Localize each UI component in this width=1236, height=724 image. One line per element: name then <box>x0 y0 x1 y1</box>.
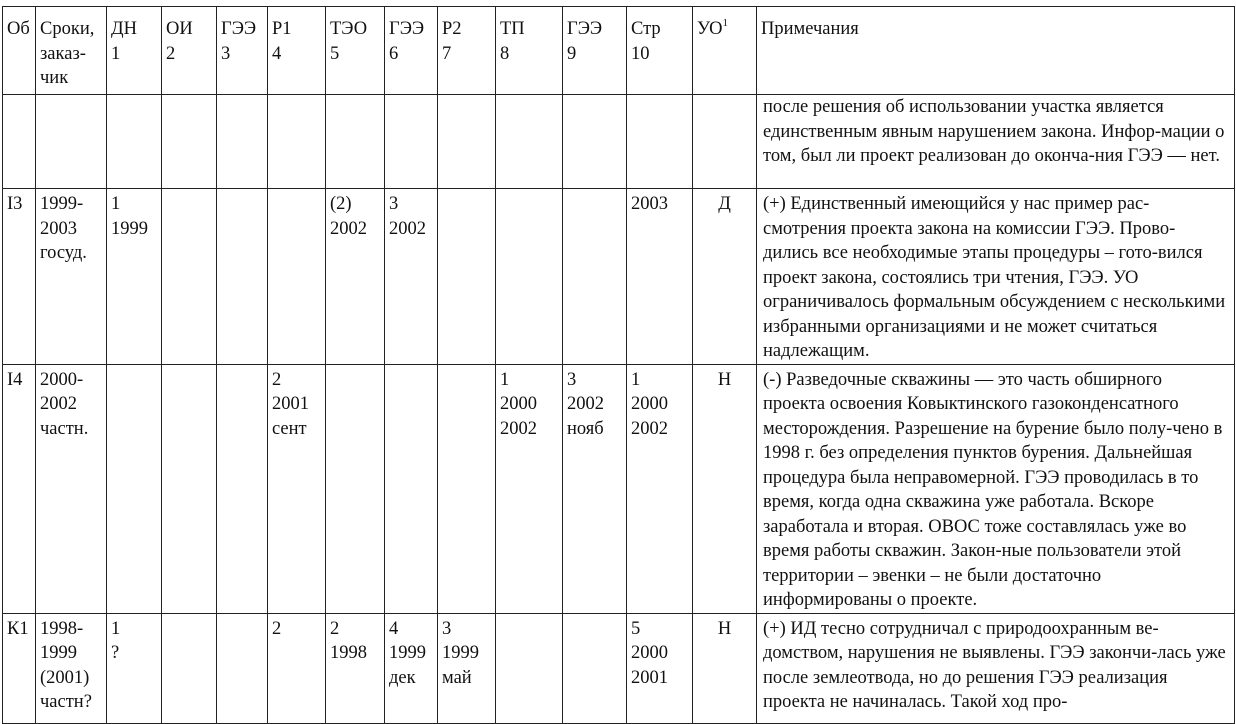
cell-dn <box>107 364 162 613</box>
cell-tp <box>496 95 563 189</box>
cell-terms-customer: 1999- 2003 госуд. <box>36 189 107 365</box>
col-header-uo-label: УО <box>697 19 723 39</box>
project-review-table <box>2 6 1235 724</box>
cell-gee-6 <box>385 95 438 189</box>
col-header-terms-customer: Сроки, заказ- чик <box>36 7 107 95</box>
cell-oi <box>162 95 217 189</box>
table-row <box>3 613 1235 723</box>
cell-gee-9: 3 2002 нояб <box>563 364 627 613</box>
cell-object: I3 <box>3 189 36 365</box>
table-row <box>3 95 1235 189</box>
cell-uo <box>693 95 757 189</box>
cell-r1: 2 2001 сент <box>268 364 326 613</box>
cell-notes: после решения об использовании участка является единственным явным нарушением закона. Инфор-мации о том, был ли проект реализован до оконча-ния ГЭЭ — нет. <box>757 95 1235 189</box>
cell-tp: 1 2000 2002 <box>496 364 563 613</box>
cell-gee-3 <box>217 613 268 723</box>
cell-r2 <box>438 95 496 189</box>
cell-terms-customer: 2000- 2002 частн. <box>36 364 107 613</box>
cell-oi <box>162 613 217 723</box>
cell-notes: (+) ИД тесно сотрудничал с природоохранным ве-домством, нарушения не выявлены. ГЭЭ закончи-лась уже после землеотвода, но до решения ГЭЭ реализация проекта не начиналась. Такой ход про- <box>757 613 1235 723</box>
cell-r1 <box>268 95 326 189</box>
cell-r1 <box>268 189 326 365</box>
table-row <box>3 364 1235 613</box>
cell-gee-3 <box>217 189 268 365</box>
col-header-tp: ТП 8 <box>496 7 563 95</box>
col-header-oi: ОИ 2 <box>162 7 217 95</box>
cell-str: 1 2000 2002 <box>627 364 693 613</box>
cell-r2 <box>438 364 496 613</box>
cell-tp <box>496 613 563 723</box>
cell-str: 2003 <box>627 189 693 365</box>
col-header-gee-3: ГЭЭ 3 <box>217 7 268 95</box>
cell-gee-6 <box>385 364 438 613</box>
cell-notes: (+) Единственный имеющийся у нас пример рас-смотрения проекта закона на комиссии ГЭЭ. Прово-дились все необходимые этапы процедуры – гото-вился проект закона, состоялись три чтения, ГЭЭ. УО ограничивалось формальным обсуждением с несколькими избранными организациями и не может считаться надлежащим. <box>757 189 1235 365</box>
cell-gee-6: 3 2002 <box>385 189 438 365</box>
cell-uo: Д <box>693 189 757 365</box>
cell-dn: 1 ? <box>107 613 162 723</box>
col-header-dn: ДН 1 <box>107 7 162 95</box>
cell-gee-9 <box>563 95 627 189</box>
cell-oi <box>162 364 217 613</box>
cell-dn <box>107 95 162 189</box>
cell-teo: 2 1998 <box>326 613 385 723</box>
cell-object: К1 <box>3 613 36 723</box>
cell-gee-3 <box>217 364 268 613</box>
cell-str <box>627 95 693 189</box>
cell-object: I4 <box>3 364 36 613</box>
header-row <box>3 7 1235 95</box>
cell-str: 5 2000 2001 <box>627 613 693 723</box>
cell-gee-9 <box>563 613 627 723</box>
table-row <box>3 189 1235 365</box>
col-header-r1: Р1 4 <box>268 7 326 95</box>
cell-terms-customer: 1998- 1999 (2001) частн? <box>36 613 107 723</box>
cell-notes: (-) Разведочные скважины — это часть обширного проекта освоения Ковыктинского газоконденсатного месторождения. Разрешение на бурение было полу-чено в 1998 г. без определения пунктов бурения. Дальнейшая процедура была неправомерной. ГЭЭ проводилась в то время, когда одна скважина уже работала. Вскоре заработала и вторая. ОВОС тоже составлялась уже во время работы скважин. Закон-ные пользователи этой территории – эвенки – не были достаточно информированы о проекте. <box>757 364 1235 613</box>
cell-terms-customer <box>36 95 107 189</box>
cell-oi <box>162 189 217 365</box>
cell-uo: Н <box>693 364 757 613</box>
col-header-uo <box>693 7 757 95</box>
col-header-uo-footnote: 1 <box>722 17 729 29</box>
col-header-str: Стр 10 <box>627 7 693 95</box>
col-header-gee-9: ГЭЭ 9 <box>563 7 627 95</box>
cell-gee-3 <box>217 95 268 189</box>
col-header-r2: Р2 7 <box>438 7 496 95</box>
col-header-teo: ТЭО 5 <box>326 7 385 95</box>
cell-r2 <box>438 189 496 365</box>
col-header-object: Об <box>3 7 36 95</box>
cell-r2: 3 1999 май <box>438 613 496 723</box>
cell-gee-6: 4 1999 дек <box>385 613 438 723</box>
cell-teo <box>326 95 385 189</box>
cell-tp <box>496 189 563 365</box>
cell-gee-9 <box>563 189 627 365</box>
cell-dn: 1 1999 <box>107 189 162 365</box>
cell-teo: (2) 2002 <box>326 189 385 365</box>
col-header-notes: Примечания <box>757 7 1235 95</box>
cell-uo: Н <box>693 613 757 723</box>
cell-r1: 2 <box>268 613 326 723</box>
cell-object <box>3 95 36 189</box>
col-header-gee-6: ГЭЭ 6 <box>385 7 438 95</box>
cell-teo <box>326 364 385 613</box>
